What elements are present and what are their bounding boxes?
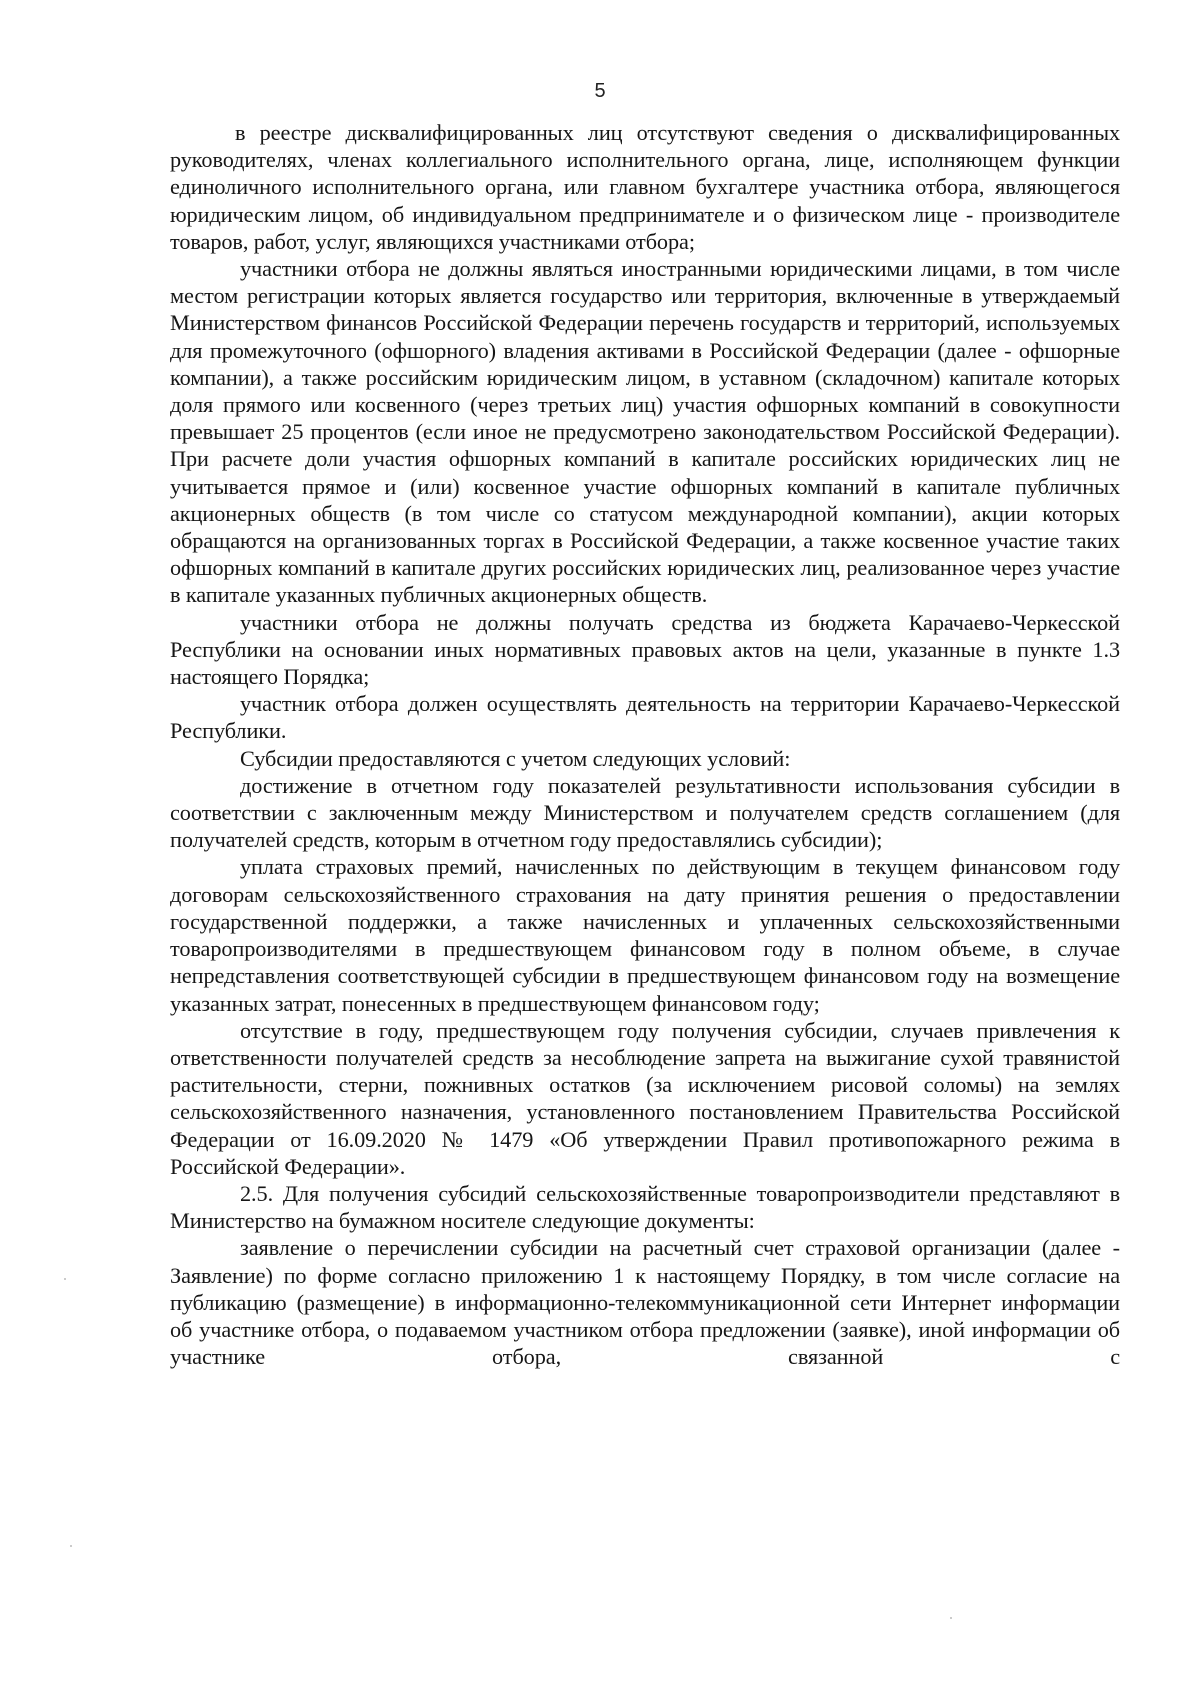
paragraph-performance-indicators: достижение в отчетном году показателей результативности использования субсидии в соответствии с заключенным между Министерством и получателем средств соглашением (для получателей средств, которым в отчетном году предоставлялись субсидии);	[170, 772, 1120, 853]
paragraph-disqualified-registry: в реестре дисквалифицированных лиц отсутствуют сведения о дисквалифицированных руководителях, членах коллегиального исполнительного органа, лице, исполняющем функции единоличного исполнительного органа, или главном бухгалтере участника отбора, являющегося юридическим лицом, об индивидуальном предпринимателе и о физическом лице - производителе товаров, работ, услуг, являющихся участниками отбора;	[170, 120, 1120, 254]
paragraph-section-2-5: 2.5. Для получения субсидий сельскохозяйственные товаропроизводители представляют в Министерство на бумажном носителе следующие документы:	[170, 1180, 1120, 1234]
paragraph-burning-ban: отсутствие в году, предшествующем году получения субсидии, случаев привлечения к ответственности получателей средств за несоблюдение запрета на выжигание сухой травянистой растительности, стерни, пожнивных остатков (за исключением рисовой соломы) на землях сельскохозяйственного назначения, установленного постановлением Правительства Российской Федерации от 16.09.2020 № 1479 «Об утверждении Правил противопожарного режима в Российской Федерации».	[170, 1017, 1120, 1179]
scan-speck	[64, 1278, 66, 1280]
paragraph-territory-activity: участник отбора должен осуществлять деятельность на территории Карачаево-Черкесской Республики.	[170, 691, 1120, 744]
page-number: 5	[594, 80, 606, 102]
document-body	[170, 119, 1120, 1370]
scan-speck	[950, 1617, 952, 1619]
paragraph-budget-funds: участники отбора не должны получать средства из бюджета Карачаево-Черкесской Республики на основании иных нормативных правовых актов на цели, указанные в пункте 1.3 настоящего Порядка;	[170, 609, 1120, 690]
paragraph-insurance-premiums: уплата страховых премий, начисленных по действующим в текущем финансовом году договорам сельскохозяйственного страхования на дату принятия решения о предоставлении государственной поддержки, а также начисленных и уплаченных сельскохозяйственными товаропроизводителями в предшествующем финансовом году в полном объеме, в случае непредставления соответствующей субсидии в предшествующем финансовом году на возмещение указанных затрат, понесенных в предшествующем финансовом году;	[170, 854, 1120, 1016]
paragraph-offshore-companies: участники отбора не должны являться иностранными юридическими лицами, в том числе местом регистрации которых является государство или территория, включенные в утверждаемый Министерством финансов Российской Федерации перечень государств и территорий, используемых для промежуточного (офшорного) владения активами в Российской Федерации (далее - офшорные компании), а также российским юридическим лицом, в уставном (складочном) капитале которых доля прямого или косвенного (через третьих лиц) участия офшорных компаний в совокупности превышает 25 процентов (если иное не предусмотрено законодательством Российской Федерации). При расчете доли участия офшорных компаний в капитале российских юридических лиц не учитывается прямое и (или) косвенное участие офшорных компаний в капитале публичных акционерных обществ (в том числе со статусом международной компании), акции которых обращаются на организованных торгах в Российской Федерации, а также косвенное участие таких офшорных компаний в капитале других российских юридических лиц, реализованное через участие в капитале указанных публичных акционерных обществ.	[170, 256, 1120, 608]
paragraph-subsidy-conditions: Субсидии предоставляются с учетом следующих условий:	[240, 745, 791, 771]
paragraph-application: заявление о перечислении субсидии на расчетный счет страховой организации (далее - Заявление) по форме согласно приложению 1 к настоящему Порядку, в том числе согласие на публикацию (размещение) в информационно-телекоммуникационной сети Интернет информации об участнике отбора, о подаваемом участником отбора предложении (заявке), иной информации об участнике отбора, связанной с	[170, 1235, 1120, 1370]
scan-speck	[70, 1545, 72, 1547]
